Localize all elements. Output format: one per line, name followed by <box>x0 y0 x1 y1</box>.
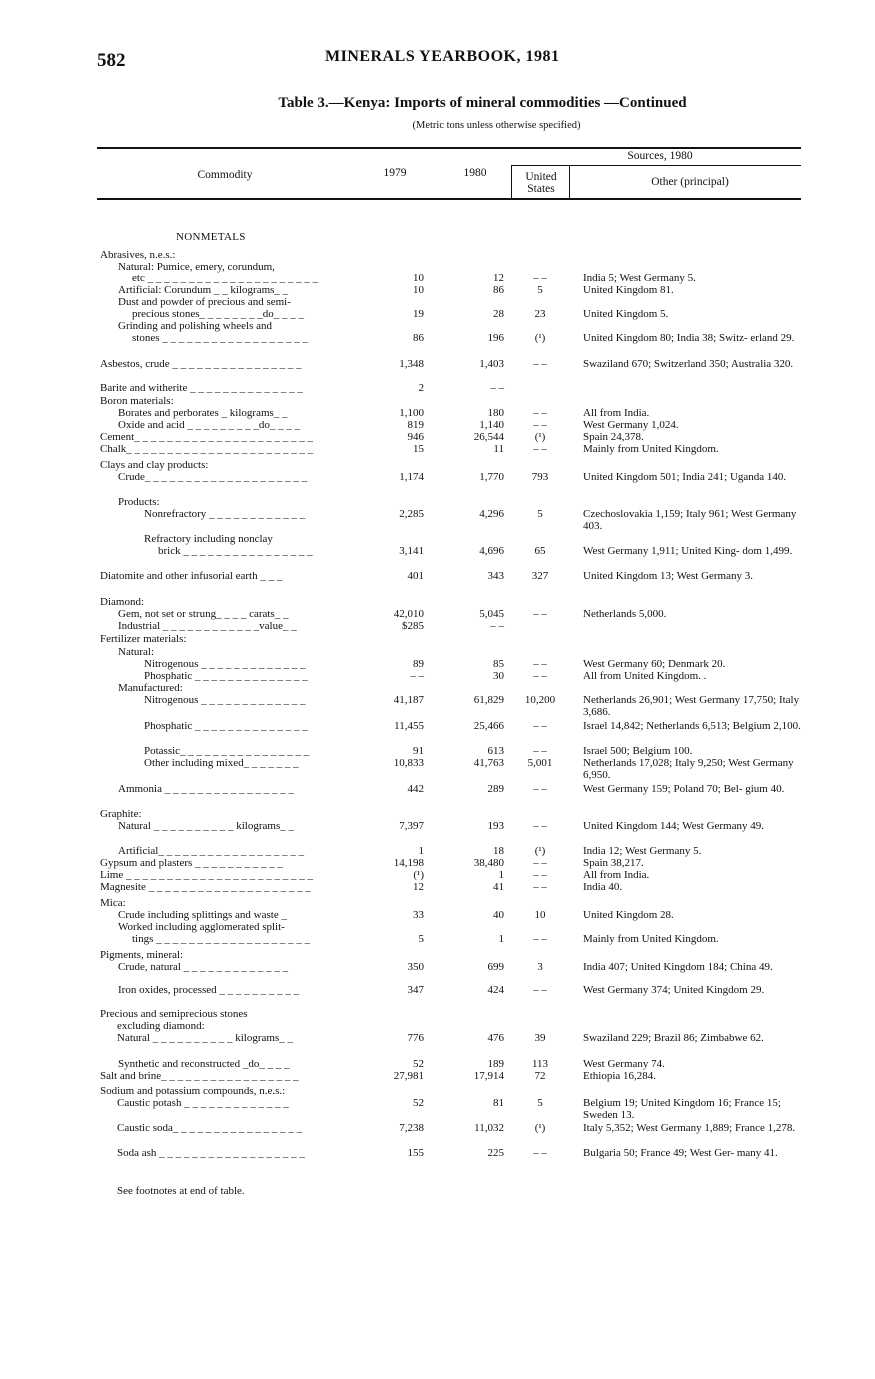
united-states-cell: 3 <box>537 961 543 973</box>
value-1979-cell: 89 <box>413 658 424 670</box>
value-1979-cell: 33 <box>413 909 424 921</box>
commodity-cell: Nitrogenous _ _ _ _ _ _ _ _ _ _ _ _ _ <box>144 694 306 706</box>
sources-rule <box>511 165 801 166</box>
commodity-cell: Barite and witherite _ _ _ _ _ _ _ _ _ _ _ _ _ _ <box>100 382 303 394</box>
value-1979-cell: 27,981 <box>393 1070 424 1082</box>
united-states-cell: 72 <box>534 1070 546 1082</box>
value-1979-cell: 946 <box>407 431 424 443</box>
value-1979-cell: 401 <box>407 570 424 582</box>
other-sources-cell: Italy 5,352; West Germany 1,889; France 1,278. <box>583 1122 796 1134</box>
value-1980-cell: 85 <box>493 658 504 670</box>
other-sources-cell: Israel 500; Belgium 100. <box>583 745 693 757</box>
value-1980-cell: 699 <box>487 961 504 973</box>
header-bottom-rule <box>97 198 801 200</box>
united-states-cell: – – <box>533 857 547 869</box>
value-1979-cell: 19 <box>413 308 424 320</box>
commodity-cell: Nonrefractory _ _ _ _ _ _ _ _ _ _ _ _ <box>144 508 306 520</box>
commodity-cell: Caustic soda_ _ _ _ _ _ _ _ _ _ _ _ _ _ _ _ <box>117 1122 303 1134</box>
united-states-cell: – – <box>533 745 547 757</box>
commodity-cell: Lime _ _ _ _ _ _ _ _ _ _ _ _ _ _ _ _ _ _ _ _ _ _ _ <box>100 869 313 881</box>
commodity-cell: Graphite: <box>100 808 142 820</box>
page-number: 582 <box>97 50 126 71</box>
united-states-cell: 5 <box>537 1097 543 1109</box>
other-sources-cell: Netherlands 5,000. <box>583 608 667 620</box>
united-states-cell: (¹) <box>534 431 546 443</box>
commodity-cell: Gem, not set or strung_ _ _ _ carats_ _ <box>118 608 289 620</box>
value-1979-cell: 1 <box>418 845 424 857</box>
commodity-cell: stones _ _ _ _ _ _ _ _ _ _ _ _ _ _ _ _ _ _ <box>132 332 308 344</box>
other-sources-cell: United Kingdom 81. <box>583 284 674 296</box>
other-sources-cell: Belgium 19; United Kingdom 16; France 15; Sweden 13. <box>583 1097 781 1121</box>
commodity-cell: Oxide and acid _ _ _ _ _ _ _ _ _do_ _ _ _ <box>118 419 301 431</box>
united-states-cell: – – <box>533 443 547 455</box>
value-1980-cell: 11 <box>493 443 504 455</box>
commodity-cell: Caustic potash _ _ _ _ _ _ _ _ _ _ _ _ _ <box>117 1097 289 1109</box>
commodity-cell: Borates and perborates _ kilograms_ _ <box>118 407 288 419</box>
header-commodity: Commodity <box>197 169 253 181</box>
united-states-cell: – – <box>533 608 547 620</box>
other-sources-cell: United Kingdom 501; India 241; Uganda 140. <box>583 471 787 483</box>
other-sources-cell: Swaziland 670; Switzerland 350; Australia 320. <box>583 358 794 370</box>
value-1980-cell: 38,480 <box>473 857 504 869</box>
value-1979-cell: 7,397 <box>399 820 424 832</box>
united-states-cell: – – <box>533 720 547 732</box>
value-1979-cell: 52 <box>413 1097 424 1109</box>
united-states-cell: 5 <box>537 508 543 520</box>
united-states-cell: 39 <box>534 1032 546 1044</box>
value-1979-cell: 12 <box>413 881 424 893</box>
value-1980-cell: – – <box>490 620 504 632</box>
united-states-cell: – – <box>533 1147 547 1159</box>
commodity-cell: Natural: <box>118 646 155 658</box>
header-1980: 1980 <box>463 167 487 179</box>
commodity-cell: Crude including splittings and waste _ <box>118 909 287 921</box>
value-1980-cell: 81 <box>493 1097 504 1109</box>
united-states-cell: 23 <box>534 308 546 320</box>
value-1979-cell: 42,010 <box>393 608 424 620</box>
united-states-cell: 10,200 <box>524 694 556 706</box>
commodity-cell: Diamond: <box>100 596 144 608</box>
value-1980-cell: 86 <box>493 284 504 296</box>
value-1980-cell: 61,829 <box>473 694 504 706</box>
header-other-principal: Other (principal) <box>651 176 729 188</box>
commodity-cell: Industrial _ _ _ _ _ _ _ _ _ _ _ _value_ _ <box>118 620 297 632</box>
united-states-cell: – – <box>533 869 547 881</box>
commodity-cell: Magnesite _ _ _ _ _ _ _ _ _ _ _ _ _ _ _ _ _ _ _ _ <box>100 881 311 893</box>
commodity-cell: Boron materials: <box>100 395 174 407</box>
commodity-cell: Potassic_ _ _ _ _ _ _ _ _ _ _ _ _ _ _ _ <box>144 745 310 757</box>
value-1980-cell: 4,296 <box>479 508 504 520</box>
other-sources-cell: Czechoslovakia 1,159; Italy 961; West Germany 403. <box>583 508 797 532</box>
other-sources-cell: India 40. <box>583 881 623 893</box>
united-states-cell: – – <box>533 407 547 419</box>
commodity-cell: Nitrogenous _ _ _ _ _ _ _ _ _ _ _ _ _ <box>144 658 306 670</box>
value-1980-cell: 1,770 <box>479 471 504 483</box>
other-sources-cell: West Germany 1,024. <box>583 419 679 431</box>
commodity-cell: tings _ _ _ _ _ _ _ _ _ _ _ _ _ _ _ _ _ _ _ <box>132 933 311 945</box>
commodity-cell: Diatomite and other infusorial earth _ _ _ <box>100 570 283 582</box>
other-sources-cell: All from India. <box>583 869 650 881</box>
other-sources-cell: Israel 14,842; Netherlands 6,513; Belgium 2,100. <box>583 720 801 732</box>
value-1979-cell: 10,833 <box>393 757 424 769</box>
value-1979-cell: 1,348 <box>399 358 424 370</box>
value-1980-cell: 1 <box>498 869 504 881</box>
commodity-cell: Other including mixed_ _ _ _ _ _ _ <box>144 757 299 769</box>
commodity-cell: Dust and powder of precious and semi- <box>118 296 291 308</box>
value-1979-cell: 91 <box>413 745 424 757</box>
value-1980-cell: 25,466 <box>473 720 504 732</box>
value-1980-cell: 289 <box>487 783 504 795</box>
other-sources-cell: Netherlands 26,901; West Germany 17,750; Italy 3,686. <box>583 694 800 718</box>
other-sources-cell: Swaziland 229; Brazil 86; Zimbabwe 62. <box>583 1032 764 1044</box>
commodity-cell: Natural _ _ _ _ _ _ _ _ _ _ kilograms_ _ <box>117 1032 293 1044</box>
value-1980-cell: 1,140 <box>479 419 504 431</box>
commodity-cell: Natural: Pumice, emery, corundum, <box>118 261 275 273</box>
value-1980-cell: 343 <box>487 570 504 582</box>
value-1980-cell: 189 <box>487 1058 504 1070</box>
value-1980-cell: 5,045 <box>479 608 504 620</box>
other-sources-cell: West Germany 74. <box>583 1058 665 1070</box>
united-states-cell: – – <box>533 358 547 370</box>
other-sources-cell: Netherlands 17,028; Italy 9,250; West Germany 6,950. <box>583 757 794 781</box>
commodity-cell: etc _ _ _ _ _ _ _ _ _ _ _ _ _ _ _ _ _ _ _ _ _ <box>132 272 319 284</box>
commodity-cell: Artificial: Corundum _ _ kilograms_ _ <box>118 284 289 296</box>
commodity-cell: Crude_ _ _ _ _ _ _ _ _ _ _ _ _ _ _ _ _ _ _ _ <box>118 471 308 483</box>
value-1979-cell: 2,285 <box>399 508 424 520</box>
commodity-cell: Natural _ _ _ _ _ _ _ _ _ _ kilograms_ _ <box>118 820 294 832</box>
united-states-cell: (¹) <box>534 332 546 344</box>
value-1979-cell: 41,187 <box>393 694 424 706</box>
value-1980-cell: 18 <box>493 845 504 857</box>
united-states-cell: – – <box>533 783 547 795</box>
value-1980-cell: 196 <box>487 332 504 344</box>
value-1980-cell: 613 <box>487 745 504 757</box>
commodity-cell: Iron oxides, processed _ _ _ _ _ _ _ _ _ _ <box>118 984 300 996</box>
value-1980-cell: 193 <box>487 820 504 832</box>
value-1980-cell: 11,032 <box>474 1122 504 1134</box>
value-1980-cell: – – <box>490 382 504 394</box>
footnote: See footnotes at end of table. <box>117 1185 245 1197</box>
value-1979-cell: (¹) <box>413 869 424 881</box>
value-1979-cell: 86 <box>413 332 424 344</box>
other-sources-cell: West Germany 374; United Kingdom 29. <box>583 984 765 996</box>
table-subtitle: (Metric tons unless otherwise specified) <box>412 120 581 131</box>
united-states-cell: 10 <box>534 909 546 921</box>
united-states-cell: – – <box>533 820 547 832</box>
value-1979-cell: 5 <box>418 933 424 945</box>
commodity-cell: Manufactured: <box>118 682 183 694</box>
united-states-cell: – – <box>533 272 547 284</box>
commodity-cell: precious stones_ _ _ _ _ _ _ _do_ _ _ _ <box>132 308 305 320</box>
united-states-cell: – – <box>533 419 547 431</box>
value-1980-cell: 26,544 <box>473 431 504 443</box>
value-1979-cell: 52 <box>413 1058 424 1070</box>
commodity-cell: Artificial_ _ _ _ _ _ _ _ _ _ _ _ _ _ _ _ _ _ <box>118 845 305 857</box>
other-sources-cell: Ethiopia 16,284. <box>583 1070 657 1082</box>
commodity-cell: Clays and clay products: <box>100 459 209 471</box>
commodity-cell: Crude, natural _ _ _ _ _ _ _ _ _ _ _ _ _ <box>118 961 289 973</box>
other-sources-cell: Spain 38,217. <box>583 857 644 869</box>
value-1979-cell: 347 <box>407 984 424 996</box>
other-sources-cell: Bulgaria 50; France 49; West Ger- many 41. <box>583 1147 778 1159</box>
commodity-cell: Salt and brine_ _ _ _ _ _ _ _ _ _ _ _ _ _ _ _ _ <box>100 1070 299 1082</box>
value-1980-cell: 40 <box>493 909 504 921</box>
value-1979-cell: 15 <box>413 443 424 455</box>
commodity-cell: excluding diamond: <box>117 1020 205 1032</box>
other-sources-cell: United Kingdom 13; West Germany 3. <box>583 570 754 582</box>
united-states-cell: – – <box>533 984 547 996</box>
commodity-cell: Synthetic and reconstructed _do_ _ _ _ <box>118 1058 290 1070</box>
value-1979-cell: 14,198 <box>393 857 424 869</box>
header-united-states <box>511 171 571 195</box>
header-united-states-line2: States <box>527 183 555 195</box>
other-sources-cell: India 5; West Germany 5. <box>583 272 696 284</box>
commodity-cell: Products: <box>118 496 160 508</box>
united-states-cell: 113 <box>531 1058 549 1070</box>
other-sources-cell: United Kingdom 28. <box>583 909 674 921</box>
value-1979-cell: 776 <box>407 1032 424 1044</box>
commodity-cell: Precious and semiprecious stones <box>100 1008 248 1020</box>
value-1980-cell: 12 <box>493 272 504 284</box>
commodity-cell: Phosphatic _ _ _ _ _ _ _ _ _ _ _ _ _ _ <box>144 670 308 682</box>
value-1979-cell: 2 <box>418 382 424 394</box>
other-sources-cell: Mainly from United Kingdom. <box>583 443 719 455</box>
other-sources-cell: India 407; United Kingdom 184; China 49. <box>583 961 773 973</box>
other-sources-cell: West Germany 1,911; United King- dom 1,499. <box>583 545 793 557</box>
commodity-cell: Grinding and polishing wheels and <box>118 320 272 332</box>
other-sources-cell: All from India. <box>583 407 650 419</box>
united-states-cell: (¹) <box>534 1122 546 1134</box>
other-sources-cell: Mainly from United Kingdom. <box>583 933 719 945</box>
running-head: MINERALS YEARBOOK, 1981 <box>325 48 560 65</box>
value-1980-cell: 17,914 <box>473 1070 504 1082</box>
value-1979-cell: 442 <box>407 783 424 795</box>
header-united-states-line1: United <box>525 171 557 183</box>
united-states-cell: 793 <box>531 471 549 483</box>
commodity-cell: Phosphatic _ _ _ _ _ _ _ _ _ _ _ _ _ _ <box>144 720 308 732</box>
value-1980-cell: 180 <box>487 407 504 419</box>
value-1979-cell: 155 <box>407 1147 424 1159</box>
other-sources-cell: United Kingdom 144; West Germany 49. <box>583 820 765 832</box>
value-1979-cell: – – <box>410 670 424 682</box>
commodity-cell: Worked including agglomerated split- <box>118 921 285 933</box>
value-1980-cell: 41,763 <box>473 757 504 769</box>
united-states-cell: – – <box>533 933 547 945</box>
value-1980-cell: 476 <box>487 1032 504 1044</box>
value-1979-cell: 7,238 <box>399 1122 424 1134</box>
value-1980-cell: 41 <box>493 881 504 893</box>
value-1980-cell: 1,403 <box>479 358 504 370</box>
commodity-cell: Ammonia _ _ _ _ _ _ _ _ _ _ _ _ _ _ _ _ <box>118 783 294 795</box>
value-1979-cell: 350 <box>407 961 424 973</box>
united-states-cell: – – <box>533 881 547 893</box>
commodity-cell: Pigments, mineral: <box>100 949 184 961</box>
commodity-cell: brick _ _ _ _ _ _ _ _ _ _ _ _ _ _ _ _ <box>158 545 313 557</box>
header-sources: Sources, 1980 <box>627 150 693 162</box>
value-1979-cell: 819 <box>407 419 424 431</box>
value-1980-cell: 1 <box>498 933 504 945</box>
other-sources-cell: United Kingdom 5. <box>583 308 669 320</box>
value-1980-cell: 424 <box>487 984 504 996</box>
other-sources-cell: Spain 24,378. <box>583 431 644 443</box>
value-1980-cell: 225 <box>487 1147 504 1159</box>
table-title: Table 3.—Kenya: Imports of mineral commodities —Continued <box>278 95 687 111</box>
united-states-cell: 5,001 <box>527 757 553 769</box>
united-states-cell: – – <box>533 670 547 682</box>
value-1979-cell: 10 <box>413 272 424 284</box>
commodity-cell: Asbestos, crude _ _ _ _ _ _ _ _ _ _ _ _ _ _ _ _ <box>100 358 302 370</box>
value-1979-cell: 3,141 <box>399 545 424 557</box>
value-1979-cell: 1,174 <box>399 471 424 483</box>
commodity-cell: Chalk_ _ _ _ _ _ _ _ _ _ _ _ _ _ _ _ _ _ _ _ _ _ _ <box>100 443 314 455</box>
united-states-cell: 5 <box>537 284 543 296</box>
value-1980-cell: 4,696 <box>479 545 504 557</box>
header-1979: 1979 <box>383 167 407 179</box>
value-1980-cell: 30 <box>493 670 504 682</box>
value-1979-cell: $285 <box>402 620 424 632</box>
commodity-cell: Refractory including nonclay <box>144 533 273 545</box>
value-1979-cell: 1,100 <box>399 407 424 419</box>
united-states-cell: (¹) <box>534 845 546 857</box>
commodity-cell: Mica: <box>100 897 126 909</box>
section-heading-nonmetals: NONMETALS <box>176 231 246 243</box>
other-sources-cell: West Germany 159; Poland 70; Bel- gium 40. <box>583 783 785 795</box>
other-sources-cell: All from United Kingdom. . <box>583 670 707 682</box>
table-top-rule <box>97 147 801 149</box>
united-states-cell: 65 <box>534 545 546 557</box>
other-sources-cell: West Germany 60; Denmark 20. <box>583 658 726 670</box>
other-sources-cell: United Kingdom 80; India 38; Switz- erland 29. <box>583 332 795 344</box>
commodity-cell: Fertilizer materials: <box>100 633 187 645</box>
commodity-cell: Gypsum and plasters _ _ _ _ _ _ _ _ _ _ _ <box>100 857 284 869</box>
value-1979-cell: 10 <box>413 284 424 296</box>
value-1980-cell: 28 <box>493 308 504 320</box>
commodity-cell: Sodium and potassium compounds, n.e.s.: <box>100 1085 286 1097</box>
other-sources-cell: India 12; West Germany 5. <box>583 845 702 857</box>
united-states-cell: 327 <box>531 570 549 582</box>
commodity-cell: Soda ash _ _ _ _ _ _ _ _ _ _ _ _ _ _ _ _ _ _ <box>117 1147 305 1159</box>
commodity-cell: Cement_ _ _ _ _ _ _ _ _ _ _ _ _ _ _ _ _ _ _ _ _ _ <box>100 431 313 443</box>
value-1979-cell: 11,455 <box>394 720 424 732</box>
united-states-cell: – – <box>533 658 547 670</box>
commodity-cell: Abrasives, n.e.s.: <box>100 249 176 261</box>
